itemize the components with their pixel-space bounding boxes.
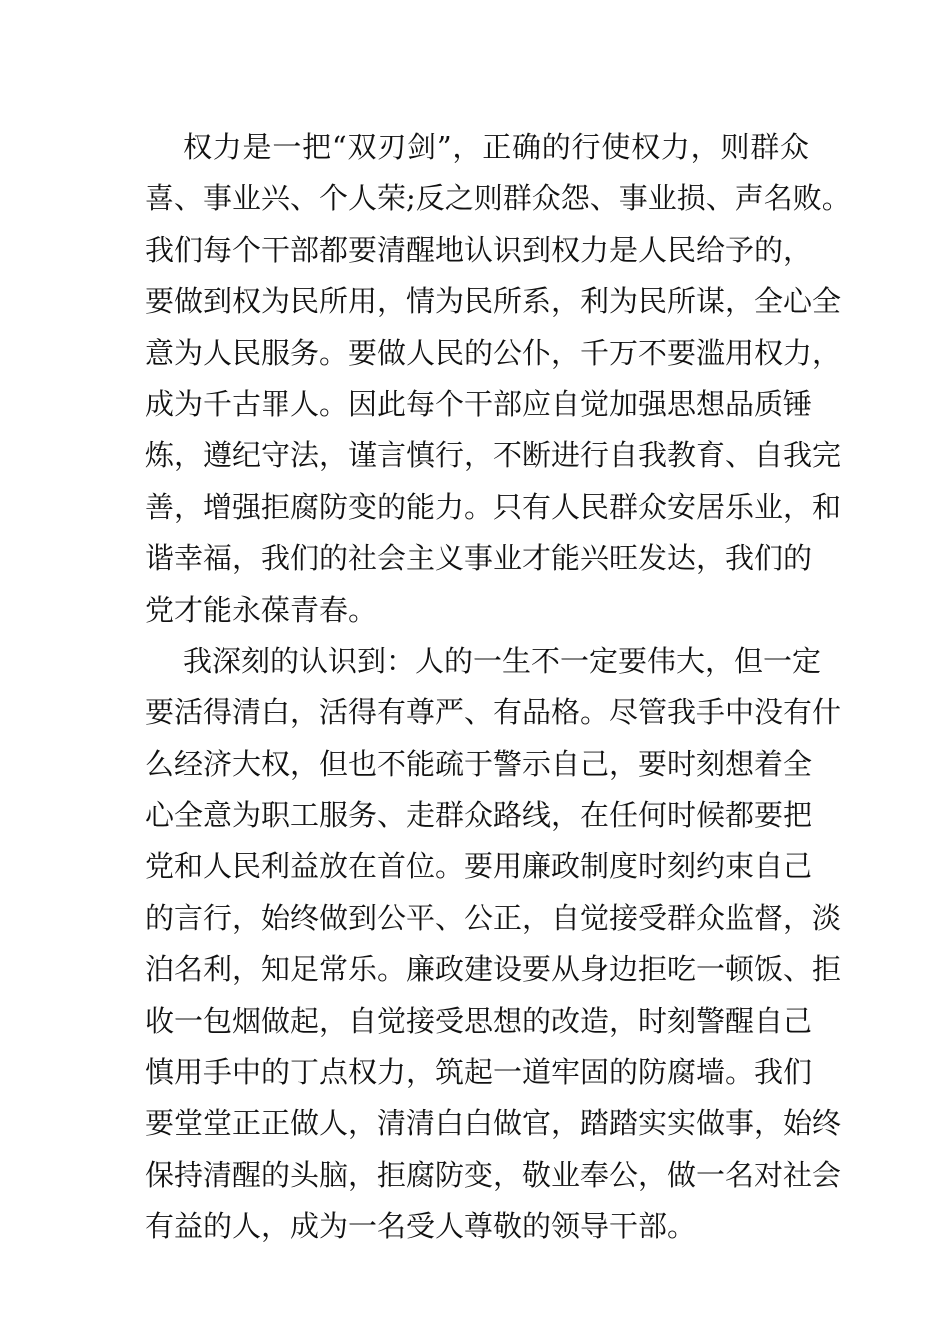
- document-body: [145, 122, 851, 1253]
- text-line: 善，增强拒腐防变的能力。只有人民群众安居乐业，和: [145, 489, 842, 524]
- paragraph-1: [145, 122, 851, 636]
- text-line: 意为人民服务。要做人民的公仆，千万不要滥用权力，: [145, 335, 842, 370]
- text-line: 要活得清白，活得有尊严、有品格。尽管我手中没有什: [145, 695, 842, 730]
- text-line: 炼，遵纪守法，谨言慎行，不断进行自我教育、自我完: [145, 438, 842, 473]
- text-line: 我们每个干部都要清醒地认识到权力是人民给予的，: [145, 232, 813, 267]
- text-line: 心全意为职工服务、走群众路线，在任何时候都要把: [145, 798, 813, 833]
- text-line: 收一包烟做起，自觉接受思想的改造，时刻警醒自己: [145, 1003, 813, 1038]
- text-line: 的言行，始终做到公平、公正，自觉接受群众监督，淡: [145, 900, 842, 935]
- text-line: 要堂堂正正做人，清清白白做官，踏踏实实做事，始终: [145, 1106, 842, 1141]
- paragraph-2: [145, 636, 842, 1253]
- text-line: 成为千古罪人。因此每个干部应自觉加强思想品质锤: [145, 386, 813, 421]
- text-line: 要做到权为民所用，情为民所系，利为民所谋，全心全: [145, 284, 842, 319]
- text-line: 党和人民利益放在首位。要用廉政制度时刻约束自己: [145, 849, 813, 884]
- text-line: 我深刻的认识到：人的一生不一定要伟大，但一定: [183, 643, 822, 678]
- text-line: 喜、事业兴、个人荣;反之则群众怨、事业损、声名败。: [145, 181, 851, 216]
- text-line: 泊名利，知足常乐。廉政建设要从身边拒吃一顿饭、拒: [145, 952, 842, 987]
- text-line: 保持清醒的头脑，拒腐防变，敬业奉公，做一名对社会: [145, 1157, 842, 1192]
- text-line: 慎用手中的丁点权力，筑起一道牢固的防腐墙。我们: [145, 1055, 813, 1090]
- text-line: 有益的人，成为一名受人尊敬的领导干部。: [145, 1209, 697, 1244]
- text-line: 么经济大权，但也不能疏于警示自己，要时刻想着全: [145, 746, 813, 781]
- text-line: 党才能永葆青春。: [145, 592, 378, 627]
- text-line: 权力是一把“双刃剑”，正确的行使权力，则群众: [183, 130, 809, 164]
- text-line: 谐幸福，我们的社会主义事业才能兴旺发达，我们的: [145, 541, 813, 576]
